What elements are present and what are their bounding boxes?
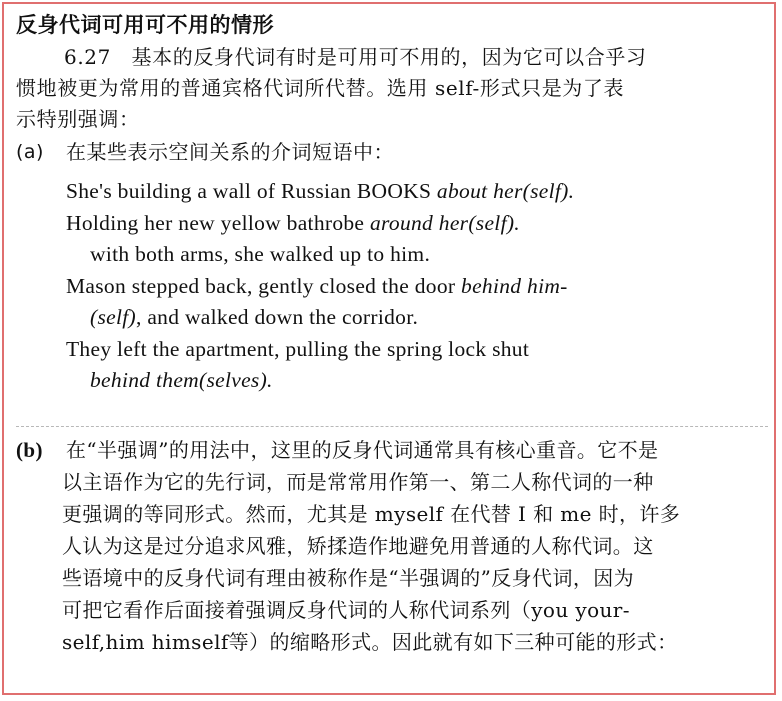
- example-italic: about her: [436, 179, 523, 203]
- section-b-line: 在“半强调”的用法中，这里的反身代词通常具有核心重音。它不是: [66, 438, 659, 462]
- document-page: [16, 10, 768, 397]
- section-b-line: 些语境中的反身代词有理由被称作是“半强调的”反身代词，因为: [62, 566, 635, 590]
- section-divider: [16, 426, 768, 427]
- section-b-line: self,him himself等）的缩略形式。因此就有如下三种可能的形式：: [62, 630, 678, 654]
- example-4-continued: [66, 365, 768, 397]
- example-italic: around her: [369, 210, 469, 235]
- intro-paragraph: [16, 42, 768, 135]
- example-text: She's building a wall of Russian BOOKS: [66, 179, 437, 203]
- example-tail: (self).: [522, 179, 575, 203]
- section-b-line: 以主语作为它的先行词，而是常常用作第一、第二人称代词的一种: [62, 470, 654, 494]
- section-a: [16, 137, 768, 168]
- intro-line: 6.27 基本的反身代词有时是可用可不用的，因为它可以合乎习: [64, 45, 647, 69]
- section-heading: 反身代词可用可不用的情形: [16, 13, 274, 37]
- section-b-line: 可把它看作后面接着强调反身代词的人称代词系列（you your-: [62, 598, 630, 622]
- section-a-label: (a): [16, 141, 44, 163]
- intro-line: 惯地被更为常用的普通宾格代词所代替。选用 self-形式只是为了表: [16, 76, 625, 100]
- example-2-continued: with both arms, she walked up to him.: [90, 242, 431, 266]
- example-text: Mason stepped back, gently closed the door: [66, 273, 462, 298]
- example-text: Holding her new yellow bathrobe: [66, 210, 370, 235]
- example-tail: (self).: [468, 210, 520, 235]
- section-b-line: 人认为这是过分追求风雅，矫揉造作地避免用普通的人称代词。这: [62, 534, 654, 558]
- example-italic: (self): [90, 305, 136, 329]
- intro-line: 示特别强调：: [16, 107, 140, 131]
- example-tail: (selves).: [198, 368, 273, 392]
- example-sentences: [16, 176, 768, 397]
- section-b: [16, 434, 768, 658]
- section-b-label: (b): [16, 438, 43, 462]
- example-1: [66, 176, 768, 208]
- section-b-line: 更强调的等同形式。然而，尤其是 myself 在代替 I 和 me 时，许多: [62, 502, 681, 526]
- example-3-continued: [66, 302, 768, 334]
- example-italic: behind them: [90, 368, 199, 392]
- example-4: They left the apartment, pulling the spring lock shut: [66, 336, 530, 361]
- example-3: [66, 271, 768, 303]
- example-text: , and walked down the corridor.: [135, 305, 419, 329]
- example-2: [66, 208, 768, 240]
- section-a-intro: 在某些表示空间关系的介词短语中：: [66, 140, 394, 164]
- example-italic: behind him-: [461, 273, 568, 298]
